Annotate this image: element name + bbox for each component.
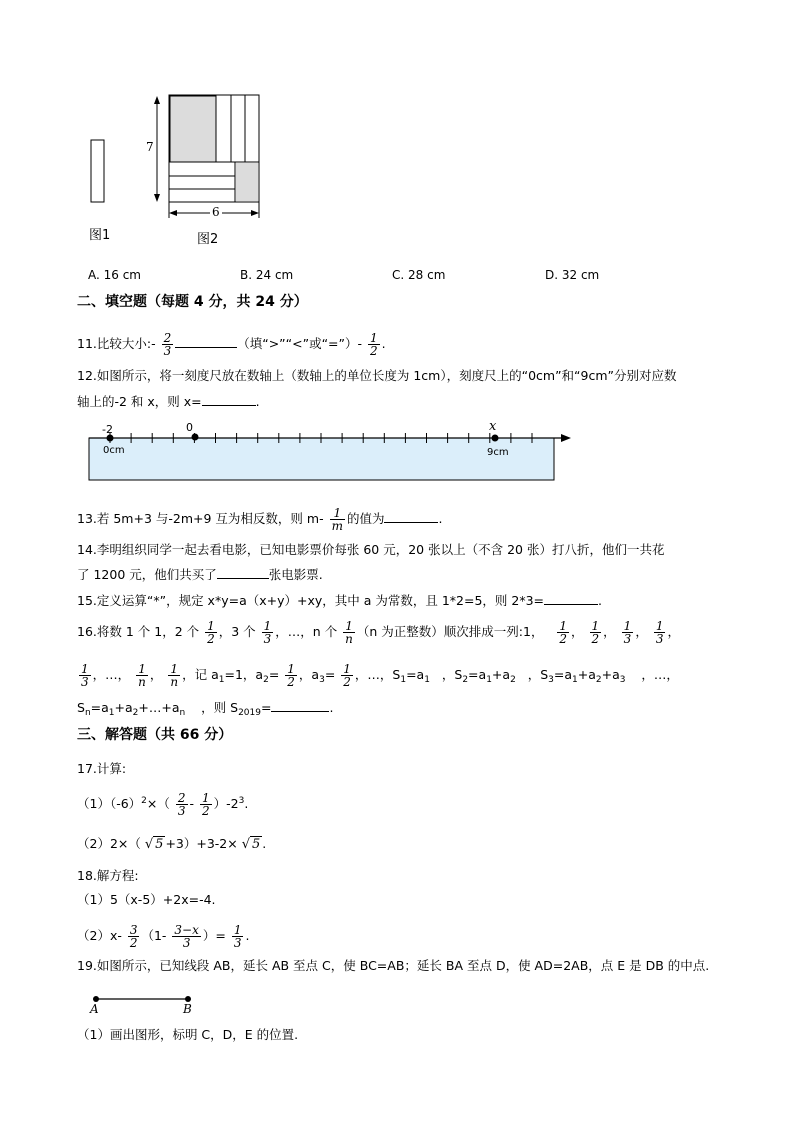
- dimension-width: 6: [212, 205, 220, 219]
- question-17-part-2: （2）2×（ √ 5 +3）+3-2× √ 5 .: [77, 836, 267, 852]
- dimension-height: 7: [146, 140, 154, 154]
- sqrt: √ 5: [241, 836, 261, 852]
- figure-2-label: 图2: [197, 232, 219, 247]
- shaded-block-small: [236, 163, 258, 201]
- option-b[interactable]: B. 24 cm: [240, 268, 294, 282]
- figure-1: [85, 135, 115, 215]
- fig1-rectangle: [91, 140, 104, 202]
- shaded-block-large: [170, 96, 216, 162]
- question-18-part-1: （1）5（x-5）+2x=-4.: [77, 892, 216, 907]
- question-14-line-1: 14.李明组织同学一起去看电影，已知电影票价每张 60 元，20 张以上（不含 20 张）打八折，他们一共花: [77, 542, 665, 557]
- label-b: B: [183, 1002, 192, 1016]
- answer-blank[interactable]: [202, 405, 256, 406]
- ruler: [89, 438, 554, 480]
- option-c[interactable]: C. 28 cm: [392, 268, 446, 282]
- option-a[interactable]: A. 16 cm: [88, 268, 141, 282]
- fraction: $\frac{1}{2}$: [369, 331, 378, 358]
- label-a: A: [90, 1002, 99, 1016]
- question-15: 15.定义运算“*”，规定 x*y=a（x+y）+xy，其中 a 为常数，且 1*2=5，则 2*3= .: [77, 593, 603, 608]
- question-13: 13.若 5m+3 与-2m+9 互为相反数，则 m- $\frac{1}{m}$ 的值为 .: [77, 506, 443, 533]
- question-19-part-1: （1）画出图形，标明 C，D，E 的位置.: [77, 1027, 299, 1042]
- figure-1-label: 图1: [89, 228, 111, 243]
- label-zero: 0: [186, 421, 193, 434]
- question-11: 11.比较大小:- $\frac{2}{3}$ （填“>”“<”或“=”）- $\frac{1}{2}$ .: [77, 331, 386, 358]
- answer-blank[interactable]: [384, 522, 438, 523]
- question-12-line-1: 12.如图所示，将一刻度尺放在数轴上（数轴上的单位长度为 1cm），刻度尺上的“0cm”和“9cm”分别对应数: [77, 368, 677, 383]
- section-2-title: 二、填空题（每题 4 分，共 24 分）: [77, 294, 308, 310]
- question-14-line-2: 了 1200 元，他们共买了 张电影票.: [77, 567, 323, 582]
- label-x: x: [489, 419, 497, 434]
- question-18-part-2: （2）x- $\frac{3}{2}$ （1- $\frac{3-x}{3}$ ）= $\frac{1}{3}$ .: [77, 923, 250, 950]
- label-minus-2: -2: [102, 423, 113, 436]
- sqrt: √ 5: [144, 836, 164, 852]
- point-zero: [192, 434, 199, 441]
- point-x: [492, 435, 499, 442]
- label-0cm: 0cm: [103, 445, 125, 456]
- question-19-line-1: 19.如图所示，已知线段 AB，延长 AB 至点 C，使 BC=AB；延长 BA 至点 D，使 AD=2AB，点 E 是 DB 的中点.: [77, 958, 710, 973]
- question-18-title: 18.解方程:: [77, 868, 139, 883]
- answer-blank[interactable]: [175, 347, 237, 348]
- question-17-title: 17.计算:: [77, 761, 127, 776]
- option-d[interactable]: D. 32 cm: [545, 268, 600, 282]
- answer-blank[interactable]: [544, 604, 598, 605]
- question-12-line-2: 轴上的-2 和 x，则 x= .: [77, 394, 260, 409]
- question-16-line-1: 16.将数 1 个 1，2 个 $\frac{1}{2}$ ，3 个 $\frac{1}{3}$ ，…，n 个 $\frac{1}{n}$ （n 为正整数）顺次排成一列:1， $\frac{1}{2}$ ， $\frac{1}{2}$ ， $\frac{1}{3}$ ， $\frac{1}{3}$ ，: [77, 619, 680, 646]
- question-16-line-3: $S_n=a_1+a_2+\dots+a_n$ ，则 $S_{2019}=$ .: [77, 700, 334, 718]
- section-3-title: 三、解答题（共 66 分）: [77, 727, 233, 743]
- answer-blank[interactable]: [217, 578, 269, 579]
- figure-2: [145, 88, 270, 223]
- question-16-line-2: $\frac{1}{3}$ ，…， $\frac{1}{n}$ ， $\frac{1}{n}$ ，记 $a_1=1$，$a_2=$ $\frac{1}{2}$ ，$a_3=$ $\frac{1}{2}$ ，…，$S_1=a_1$ ，$S_2=a_1+a_2$ ，$S_3=a_1+a_2+a_3$ ，…，: [81, 662, 679, 689]
- fraction: $\frac{1}{m}$: [331, 506, 343, 533]
- label-9cm: 9cm: [487, 447, 509, 458]
- fraction: $\frac{2}{3}$: [163, 331, 172, 358]
- question-17-part-1: $(1)(-6)^2\times$（ $\frac{2}{3}$ - $\frac{1}{2}$ ）$-2^3$.: [77, 791, 249, 818]
- answer-blank[interactable]: [271, 711, 329, 712]
